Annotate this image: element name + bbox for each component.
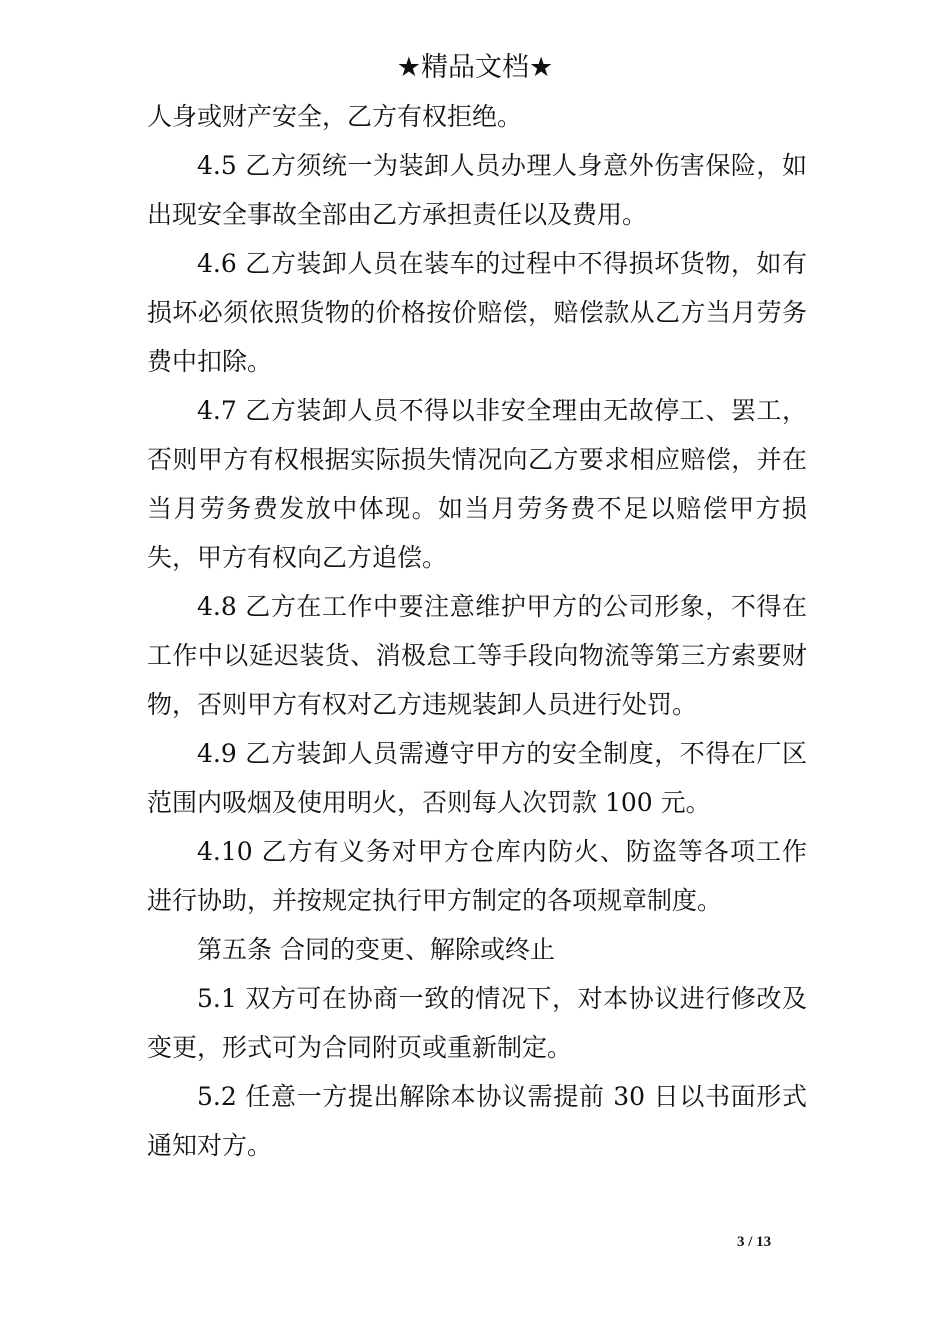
- clause-4-5: 4.5 乙方须统一为装卸人员办理人身意外伤害保险，如出现安全事故全部由乙方承担责任以及费用。: [147, 151, 807, 229]
- document-header: ★精品文档★: [396, 52, 554, 83]
- document-body: [147, 92, 807, 1170]
- clause-5-1: 5.1 双方可在协商一致的情况下，对本协议进行修改及变更，形式可为合同附页或重新制定。: [147, 984, 807, 1062]
- clause-4-10: 4.10 乙方有义务对甲方仓库内防火、防盗等各项工作进行协助，并按规定执行甲方制定的各项规章制度。: [147, 837, 807, 915]
- clause-5-2: 5.2 任意一方提出解除本协议需提前 30 日以书面形式通知对方。: [147, 1082, 807, 1160]
- section-heading-article-5: 第五条 合同的变更、解除或终止: [197, 935, 555, 964]
- paragraph-continuation: 人身或财产安全，乙方有权拒绝。: [147, 102, 523, 131]
- page-number: 3 / 13: [737, 1234, 772, 1250]
- clause-4-9: 4.9 乙方装卸人员需遵守甲方的安全制度，不得在厂区范围内吸烟及使用明火，否则每人次罚款 100 元。: [147, 739, 807, 817]
- clause-4-6: 4.6 乙方装卸人员在装车的过程中不得损坏货物，如有损坏必须依照货物的价格按价赔偿，赔偿款从乙方当月劳务费中扣除。: [147, 249, 807, 376]
- clause-4-8: 4.8 乙方在工作中要注意维护甲方的公司形象，不得在工作中以延迟装货、消极怠工等手段向物流等第三方索要财物，否则甲方有权对乙方违规装卸人员进行处罚。: [147, 592, 807, 719]
- clause-4-7: 4.7 乙方装卸人员不得以非安全理由无故停工、罢工，否则甲方有权根据实际损失情况向乙方要求相应赔偿，并在当月劳务费发放中体现。如当月劳务费不足以赔偿甲方损失，甲方有权向乙方追偿。: [147, 396, 807, 572]
